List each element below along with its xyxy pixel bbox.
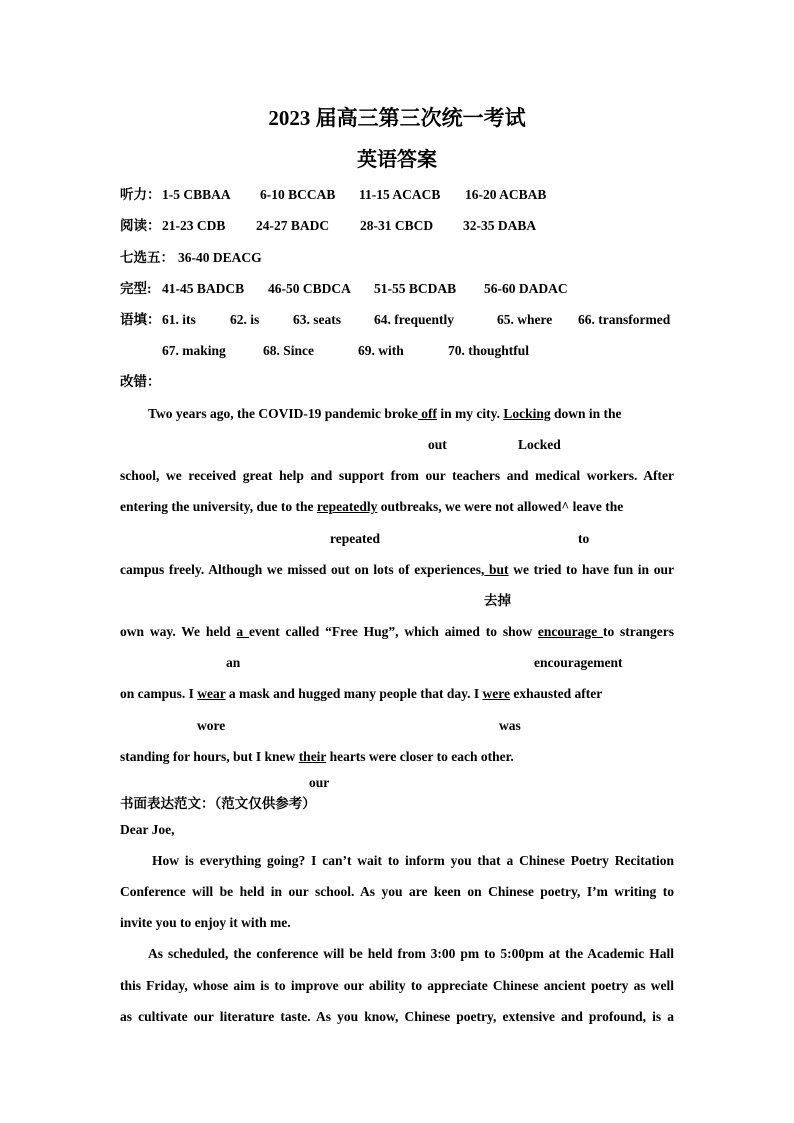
text-segment: to strangers bbox=[602, 624, 675, 639]
correction-word: encouragement bbox=[534, 655, 623, 670]
section-label: 语填： bbox=[120, 312, 161, 327]
error-word: off bbox=[417, 406, 437, 421]
answer-item: 63. seats bbox=[293, 312, 341, 327]
answer-group: 41-45 BADCB bbox=[162, 281, 245, 296]
essay-line: this Friday, whose aim is to improve our ability to appreciate Chinese ancient poetry as well bbox=[120, 978, 674, 993]
error-word: Locking bbox=[503, 406, 551, 421]
correction-row bbox=[0, 717, 794, 735]
error-word: wear bbox=[197, 686, 226, 701]
answer-group: 46-50 CBDCA bbox=[268, 281, 351, 296]
correction-text-line bbox=[120, 685, 602, 703]
correction-word: an bbox=[226, 655, 241, 670]
answer-group: 36-40 DEACG bbox=[178, 250, 262, 265]
essay-line: How is everything going? I can’t wait to inform you that a Chinese Poetry Recitation bbox=[152, 853, 674, 868]
reading-answers bbox=[0, 217, 794, 235]
correction-text-line bbox=[120, 467, 674, 485]
answer-subtitle: 英语答案 bbox=[357, 149, 437, 171]
error-word: repeatedly bbox=[316, 499, 378, 514]
answer-item: 70. thoughtful bbox=[448, 343, 530, 358]
section-label: 改错： bbox=[120, 374, 161, 389]
cloze-answers bbox=[0, 280, 794, 298]
section-label: 书面表达范文：（范文仅供参考） bbox=[120, 796, 316, 811]
answer-item: 69. with bbox=[358, 343, 404, 358]
answer-item: 68. Since bbox=[263, 343, 315, 358]
text-segment: Two years ago, the COVID-19 pandemic broke bbox=[148, 406, 418, 421]
correction-word: was bbox=[499, 718, 521, 733]
essay-line: invite you to enjoy it with me. bbox=[120, 915, 291, 930]
correction-row bbox=[0, 592, 794, 610]
correction-row bbox=[0, 530, 794, 548]
text-segment: in my city. bbox=[437, 406, 504, 421]
correction-text-line bbox=[120, 498, 623, 516]
error-word: were bbox=[482, 686, 510, 701]
answer-group: 6-10 BCCAB bbox=[260, 187, 336, 202]
listening-answers bbox=[0, 186, 794, 204]
section-label: 阅读： bbox=[120, 218, 161, 233]
answer-item: 66. transformed bbox=[578, 312, 671, 327]
error-correction-heading bbox=[0, 373, 794, 391]
answer-item: 62. is bbox=[230, 312, 260, 327]
text-segment: school, we received great help and support from our teachers and medical workers. After bbox=[120, 468, 674, 483]
letter-salutation: Dear Joe, bbox=[120, 822, 175, 837]
text-segment: own way. We held bbox=[120, 624, 237, 639]
correction-word: wore bbox=[197, 718, 226, 733]
correction-word: out bbox=[428, 437, 447, 452]
text-segment: outbreaks, we were not allowed^ leave the bbox=[377, 499, 624, 514]
answer-item: 61. its bbox=[162, 312, 196, 327]
correction-word: our bbox=[309, 775, 330, 790]
error-word: but bbox=[484, 562, 509, 577]
correction-row bbox=[0, 436, 794, 454]
answer-group: 51-55 BCDAB bbox=[374, 281, 457, 296]
correction-text-line bbox=[148, 405, 622, 423]
error-word: encourage bbox=[537, 624, 603, 639]
error-word: a bbox=[236, 624, 249, 639]
correction-word: repeated bbox=[330, 531, 380, 546]
correction-word: to bbox=[578, 531, 590, 546]
answer-group: 11-15 ACACB bbox=[359, 187, 441, 202]
correction-text-line bbox=[120, 561, 674, 579]
answer-item: 64. frequently bbox=[374, 312, 454, 327]
text-segment: event called “Free Hug”, which aimed to show bbox=[249, 624, 538, 639]
correction-text-line bbox=[120, 748, 514, 766]
seven-choose-five-answers bbox=[0, 249, 794, 267]
text-segment: entering the university, due to the bbox=[120, 499, 317, 514]
text-segment: hearts were closer to each other. bbox=[326, 749, 514, 764]
answer-item: 65. where bbox=[497, 312, 553, 327]
answer-group: 32-35 DABA bbox=[463, 218, 537, 233]
text-segment: a mask and hugged many people that day. I bbox=[225, 686, 483, 701]
correction-word: 去掉 bbox=[484, 593, 511, 608]
grammar-fill-answers-continued bbox=[0, 342, 794, 360]
text-segment: campus freely. Although we missed out on lots of experiences, bbox=[120, 562, 485, 577]
answer-group: 21-23 CDB bbox=[162, 218, 226, 233]
text-segment: exhausted after bbox=[509, 686, 603, 701]
answer-item: 67. making bbox=[162, 343, 226, 358]
correction-row bbox=[0, 774, 794, 792]
exam-title: 2023 届高三第三次统一考试 bbox=[268, 106, 526, 130]
writing-heading bbox=[0, 795, 794, 813]
answer-group: 1-5 CBBAA bbox=[162, 187, 231, 202]
essay-line: As scheduled, the conference will be held from 3:00 pm to 5:00pm at the Academic Hall bbox=[148, 946, 674, 961]
essay-line: as cultivate our literature taste. As you know, Chinese poetry, extensive and profound, is a bbox=[120, 1009, 674, 1024]
correction-text-line bbox=[120, 623, 674, 641]
answer-group: 56-60 DADAC bbox=[484, 281, 568, 296]
essay-line: Conference will be held in our school. As you are keen on Chinese poetry, I’m writing to bbox=[120, 884, 674, 899]
text-segment: standing for hours, but I knew bbox=[120, 749, 299, 764]
answer-group: 16-20 ACBAB bbox=[465, 187, 547, 202]
correction-row bbox=[0, 654, 794, 672]
answer-group: 24-27 BADC bbox=[256, 218, 330, 233]
text-segment: on campus. I bbox=[120, 686, 198, 701]
text-segment: we tried to have fun in our bbox=[508, 562, 674, 577]
correction-word: Locked bbox=[518, 437, 561, 452]
answer-group: 28-31 CBCD bbox=[360, 218, 434, 233]
error-word: their bbox=[298, 749, 327, 764]
grammar-fill-answers bbox=[0, 311, 794, 329]
text-segment: down in the bbox=[550, 406, 622, 421]
section-label: 七选五： bbox=[120, 250, 174, 265]
section-label: 听力： bbox=[120, 187, 161, 202]
section-label: 完型: bbox=[120, 281, 152, 296]
